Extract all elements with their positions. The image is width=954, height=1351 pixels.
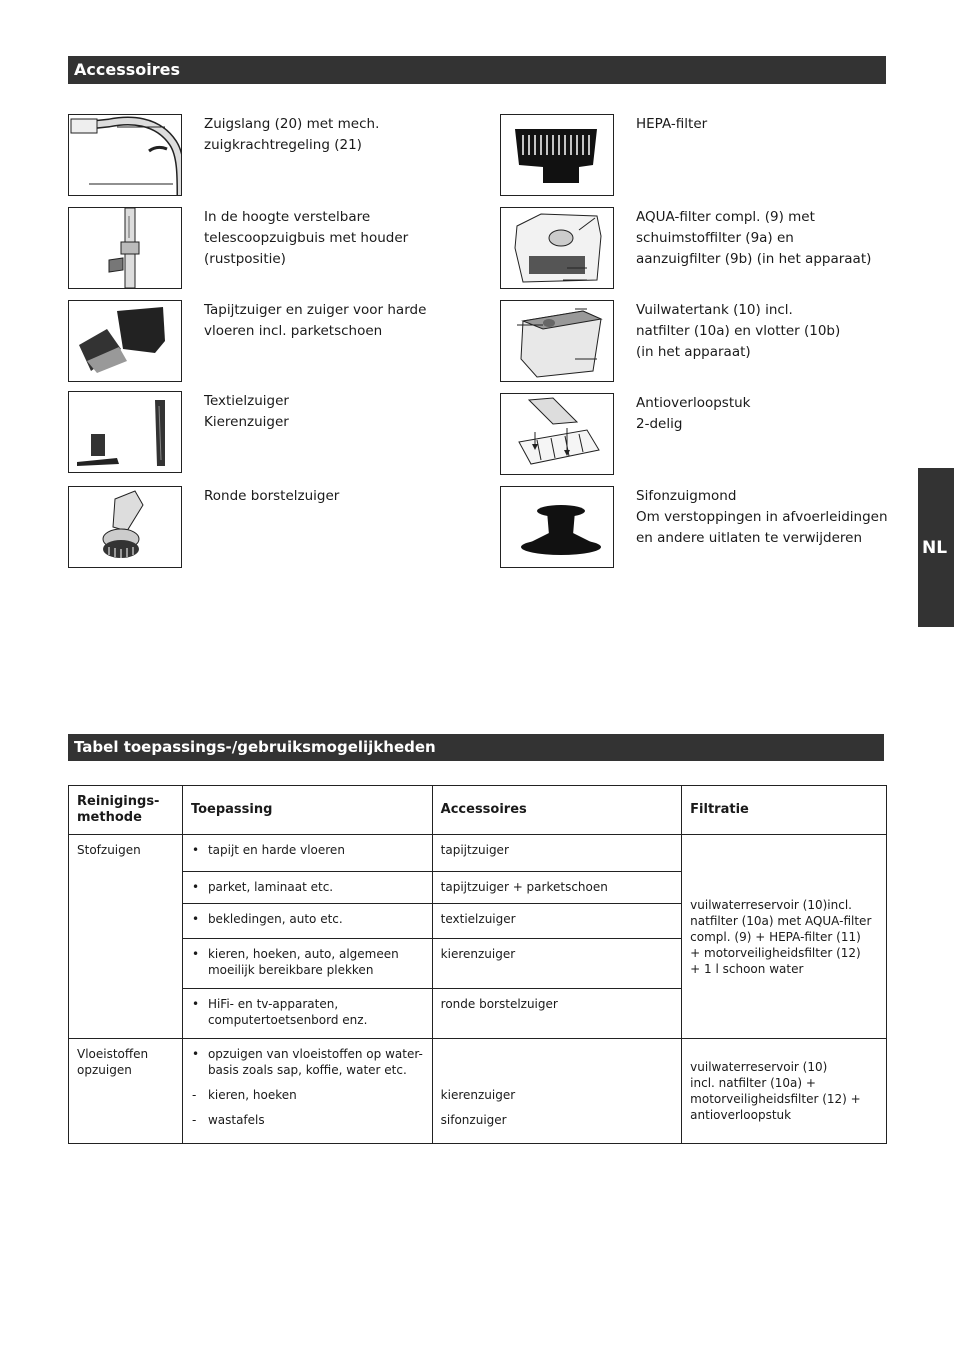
accessory-desc-line: zuigkrachtregeling (21) — [204, 137, 362, 153]
method-cell: Stofzuigen — [69, 835, 183, 1039]
filtration-line: natfilter (10a) met AQUA-filter — [690, 913, 872, 928]
upholstery-crevice-nozzle-icon — [68, 391, 182, 473]
hepa-filter-icon — [500, 114, 614, 196]
application-item: • parket, laminaat etc. — [191, 879, 424, 895]
accessory-desc-line: aanzuigfilter (9b) (in het apparaat) — [636, 251, 872, 267]
accessory-desc-line: vloeren incl. parketschoen — [204, 323, 383, 339]
application-table — [68, 785, 887, 1144]
accessory-cell: kierenzuiger — [432, 939, 682, 989]
table-row — [69, 1039, 887, 1144]
method-line: Vloeistoffen — [77, 1047, 149, 1061]
dirty-water-tank-icon — [500, 300, 614, 382]
application-item: • tapijt en harde vloeren — [191, 842, 424, 858]
table-header-row — [69, 786, 887, 835]
application-cell — [182, 989, 432, 1039]
accessory-desc-line: Om verstoppingen in afvoerleidingen — [636, 509, 888, 525]
accessory-cell — [432, 1039, 682, 1144]
accessory-desc-line: (rustpositie) — [204, 251, 286, 267]
accessories-heading: Accessoires — [68, 56, 886, 84]
accessory-item — [68, 114, 468, 198]
header-accessories: Accessoires — [432, 786, 682, 835]
suction-hose-icon — [68, 114, 182, 196]
telescopic-tube-icon — [68, 207, 182, 289]
accessory-desc-line: natfilter (10a) en vlotter (10b) — [636, 323, 841, 339]
header-filtration: Filtratie — [682, 786, 887, 835]
accessory-desc-line: Ronde borstelzuiger — [204, 488, 340, 504]
application-line: basis zoals sap, koffie, water etc. — [207, 1063, 407, 1077]
aqua-filter-icon — [500, 207, 614, 289]
header-method-line: Reinigings- — [77, 794, 160, 809]
accessory-desc-line: schuimstoffilter (9a) en — [636, 230, 794, 246]
accessory-desc-line: Antioverloopstuk — [636, 395, 751, 411]
accessory-desc-line: In de hoogte verstelbare — [204, 209, 371, 225]
filtration-cell — [682, 835, 887, 1039]
language-tab — [918, 468, 954, 627]
accessory-desc-line: Sifonzuigmond — [636, 488, 737, 504]
application-line: moeilijk bereikbare plekken — [207, 963, 374, 977]
accessory-desc-line: Zuigslang (20) met mech. — [204, 116, 380, 132]
filtration-line: incl. natfilter (10a) + — [690, 1076, 816, 1090]
filtration-line: + 1 l schoon water — [690, 961, 804, 976]
filtration-line: vuilwaterreservoir (10) — [690, 1060, 828, 1074]
application-item — [191, 996, 424, 1028]
accessory-item — [500, 393, 900, 477]
accessory-item — [500, 207, 900, 291]
accessory-item — [500, 486, 900, 570]
accessory-desc-line: (in het apparaat) — [636, 344, 751, 360]
filtration-line: motorveiligheidsfilter (12) + — [690, 1092, 861, 1106]
application-cell — [182, 835, 432, 872]
application-cell — [182, 904, 432, 939]
accessory-desc-line: Kierenzuiger — [204, 414, 289, 430]
accessory-desc-line: Tapijtzuiger en zuiger voor harde — [204, 302, 427, 318]
application-cell — [182, 939, 432, 989]
floor-nozzle-icon — [68, 300, 182, 382]
siphon-nozzle-icon — [500, 486, 614, 568]
header-method-line: methode — [77, 810, 142, 825]
method-line: opzuigen — [77, 1063, 132, 1077]
accessory-desc-line: AQUA-filter compl. (9) met — [636, 209, 815, 225]
application-item: • bekledingen, auto etc. — [191, 911, 424, 927]
accessory-cell: tapijtzuiger — [432, 835, 682, 872]
application-line: • HiFi- en tv-apparaten, — [207, 997, 339, 1011]
accessory-desc-line: telescoopzuigbuis met houder — [204, 230, 409, 246]
application-line: • kieren, hoeken, auto, algemeen — [207, 947, 399, 961]
language-tab-label: NL — [922, 538, 948, 558]
accessory-desc-line: 2-delig — [636, 416, 683, 432]
table-row — [69, 835, 887, 872]
filtration-line: compl. (9) + HEPA-filter (11) — [690, 929, 861, 944]
accessory-desc-line: Textielzuiger — [204, 393, 289, 409]
header-application: Toepassing — [182, 786, 432, 835]
filtration-line: antioverloopstuk — [690, 1108, 792, 1122]
round-brush-icon — [68, 486, 182, 568]
application-item: - kieren, hoeken — [191, 1087, 424, 1103]
filtration-cell — [682, 1039, 887, 1144]
accessory-desc-line: HEPA-filter — [636, 116, 708, 132]
header-method — [69, 786, 183, 835]
accessory-desc-line: Vuilwatertank (10) incl. — [636, 302, 793, 318]
accessory-cell: textielzuiger — [432, 904, 682, 939]
application-item — [191, 1046, 424, 1078]
accessory-item — [500, 300, 900, 384]
application-cell — [182, 1039, 432, 1144]
application-cell — [182, 872, 432, 904]
method-cell — [69, 1039, 183, 1144]
accessory-item — [68, 300, 468, 384]
accessory-item-text: sifonzuiger — [440, 1113, 507, 1127]
accessory-item — [68, 207, 468, 291]
application-line: • opzuigen van vloeistoffen op water- — [207, 1047, 423, 1061]
filtration-line: vuilwaterreservoir (10)incl. — [690, 897, 852, 912]
accessory-cell: tapijtzuiger + parketschoen — [432, 872, 682, 904]
accessory-item-text: kierenzuiger — [440, 1088, 516, 1102]
application-item — [191, 946, 424, 978]
application-item: - wastafels — [191, 1112, 424, 1128]
accessory-item — [500, 114, 900, 198]
anti-overflow-icon — [500, 393, 614, 475]
filtration-line: + motorveiligheidsfilter (12) — [690, 945, 861, 960]
application-line: computertoetsenbord enz. — [207, 1013, 368, 1027]
accessory-desc-line: en andere uitlaten te verwijderen — [636, 530, 863, 546]
accessory-item — [68, 486, 468, 570]
application-table-heading: Tabel toepassings-/gebruiksmogelijkheden — [68, 734, 884, 761]
accessory-item — [68, 391, 468, 475]
accessory-cell: ronde borstelzuiger — [432, 989, 682, 1039]
